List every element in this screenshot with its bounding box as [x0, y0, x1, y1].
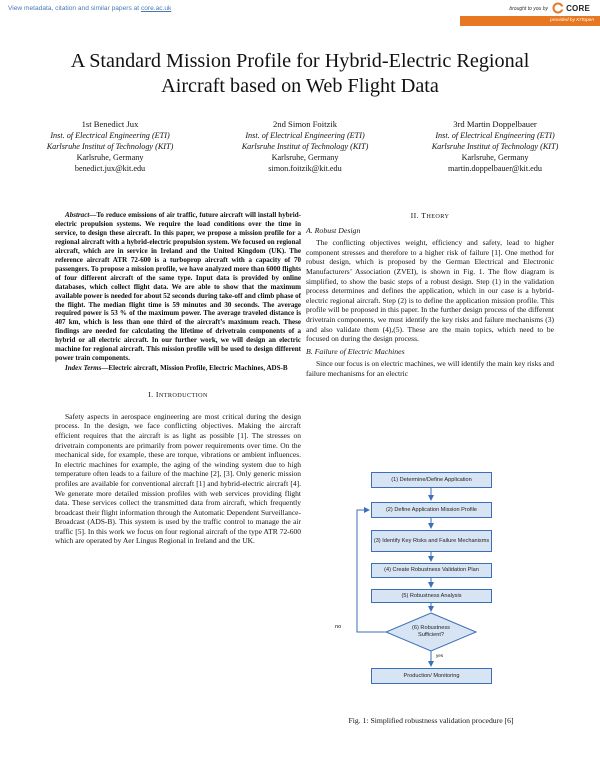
author-1: [30, 119, 190, 174]
provided-by-banner[interactable]: provided by KITopen: [460, 16, 600, 26]
right-column: [306, 211, 554, 379]
index-terms-text: Electric aircraft, Mission Profile, Electric Machines, ADS-B: [108, 364, 288, 373]
author-affiliation: Inst. of Electrical Engineering (ETI): [435, 131, 555, 141]
author-name: Martin Doppelbauer: [466, 119, 537, 129]
author-institute: Karlsruhe Institut of Technology (KIT): [241, 142, 369, 152]
author-3: [415, 119, 575, 174]
author-institute: Karlsruhe Institut of Technology (KIT): [431, 142, 559, 152]
production-box: Production/ Monitoring: [371, 668, 492, 684]
author-email: simon.foitzik@kit.edu: [268, 164, 342, 174]
robustness-flow-diagram: [321, 470, 531, 710]
failure-paragraph: Since our focus is on electric machines, we will identify the main key risks and failure mechanisms for an electric: [306, 359, 554, 378]
abstract-text: To reduce emissions of air traffic, future aircraft will install hybrid-electric propulsion systems. We require the load conditions over the time in service, to design these aircraft. In this paper, we propose a mission profile for a regional aircraft with a hybrid-electric propulsion system. We focused on regional aircraft, which are in service in Ireland and the United Kingdom (UK). The reference aircraft ATR 72-600 is a turboprop aircraft with a capacity of 70 passengers. To propose a mission profile, we have analyzed more than 6000 flights of four different aircraft of the same type. Input data is provided by online databases, which collect flight data. We are able to show that the maximum available power is needed for about 52 seconds during take-off and climb phase of the flight. The median flight time is 59 minutes and 30 seconds. The average required power is 53 % of the maximum power. The average traveled distance is 407 km, which is less than one third of the aircraft’s maximum reach. These findings are needed for calculating the lifetime of drivetrain components of a hybrid or all electric aircraft. In our further work, we will design an electric machine for regional aircraft. This mission profile will be used to design different power train components.: [55, 211, 301, 363]
core-logo-icon: [552, 2, 564, 14]
step-1-box: (1) Determine/Define Application: [371, 472, 492, 488]
core-logo-label: CORE: [566, 3, 590, 13]
author-city: Karlsruhe, Germany: [461, 153, 529, 163]
author-name: Benedict Jux: [93, 119, 139, 129]
step-5-box: (5) Robustness Analysis: [371, 589, 492, 603]
abstract: Abstract—To reduce emissions of air traffic, future aircraft will install hybrid-electric propulsion systems. We require the load conditions over the time in service, to design these aircraft. In this paper, we propose a mission profile for a regional aircraft with a hybrid-electric propulsion system. We focused on regional aircraft, which are in service in Ireland and the United Kingdom (UK). The reference aircraft ATR 72-600 is a turboprop aircraft with a capacity of 70 passengers. To propose a mission profile, we have analyzed more than 6000 flights of four different aircraft of the same type. Input data is provided by online databases, which collect flight data. We are able to show that the maximum available power is needed for about 52 seconds during take-off and climb phase of the flight. The median flight time is 59 minutes and 30 seconds. The average required power is 53 % of the maximum power. The average traveled distance is 407 km, which is less than one third of the aircraft’s maximum reach. These findings are needed for calculating the lifetime of drivetrain components of a hybrid or all electric aircraft. In our further work, we will design an electric machine for regional aircraft. This mission profile will be used to design different power train components.: [55, 211, 301, 363]
section-title-rest: NTRODUCTION: [158, 392, 208, 400]
step-2-box: (2) Define Application Mission Profile: [371, 502, 492, 518]
subsection-robust-design: A. Robust Design: [306, 225, 361, 235]
intro-paragraph: Safety aspects in aerospace engineering are most critical during the design process. In the design, we face conflicting objectives. Making the aircraft efficient requires that the aircraft is as light as possible [1]. The stresses on drivetrain components are primarily from power requirements over time. On the mechanical side, for example, these are torque, vibrations or ambient influences. In electric machines for example, the aging of the winding system due to high temperature often leads to a failure of the machine [2], [3]. Only generic mission profiles are available for conventional aircraft [1] and hybrid-electric aircraft [4]. We generate more detailed mission profiles with web services providing flight data. These services collect the transmitted data from aircraft, which frequently broadcast their flight information through the Automatic Dependent Surveillance-Broadcast (ADS-B). This system is used by the traffic control to manage the air traffic [5]. In this work we focus on four regional aircraft of the type ATR 72-600 which are operated by Aer Lingus Regional in Ireland and the UK.: [55, 411, 301, 546]
no-label: no: [335, 624, 342, 630]
step-3-box: (3) Identify Key Risks and Failure Mechanisms: [371, 530, 492, 552]
metadata-link[interactable]: [8, 5, 171, 12]
left-column: [55, 211, 301, 546]
author-ordinal: 2nd: [273, 119, 286, 129]
section-number: II.: [410, 211, 419, 220]
author-ordinal: 1st: [81, 119, 92, 129]
section-number: I.: [148, 390, 154, 400]
core-logo[interactable]: [552, 2, 590, 14]
author-city: Karlsruhe, Germany: [76, 153, 144, 163]
author-institute: Karlsruhe Institut of Technology (KIT): [46, 142, 174, 152]
section-heading-introduction: [55, 390, 301, 401]
yes-label: yes: [436, 653, 444, 658]
core-banner: [0, 0, 600, 26]
author-email: martin.doppelbauer@kit.edu: [448, 164, 542, 174]
paper-title: A Standard Mission Profile for Hybrid-Electric Regional Aircraft based on Web Flight Data: [70, 50, 530, 97]
robust-design-paragraph: The conflicting objectives weight, efficiency and safety, lead to higher component stresses and therefore to a higher risk of failure [1]. One method for robust design, which is proposed by the German Electrical and Electronic Manufacturers’ Association (ZVEI), is shown in Fig. 1. The flow diagram is simplified, to show the basic steps of a robust design. Step (1) in the validation process determines and defines the application, which in our case is a hybrid-electric regional aircraft. Step (2) is to define the application mission profile. This profile will be proposed in this paper. In the further design process of the different drivetrain components, we must identify the key risks and failure mechanisms (3) and also validate them (4),(5). These are the main topics, which need to be focused on during the design process.: [306, 238, 554, 344]
step-4-box: (4) Create Robustness Validation Plan: [371, 563, 492, 578]
section-heading-theory: [306, 211, 554, 222]
decision-label: (6) Robustness Sufficient?: [412, 625, 450, 638]
section-title-rest: HEORY: [426, 213, 450, 220]
author-affiliation: Inst. of Electrical Engineering (ETI): [245, 131, 365, 141]
author-city: Karlsruhe, Germany: [271, 153, 339, 163]
author-2: [225, 119, 385, 174]
author-email: benedict.jux@kit.edu: [74, 164, 146, 174]
core-url-link[interactable]: core.ac.uk: [140, 5, 172, 12]
index-terms-label: Index Terms: [65, 364, 102, 373]
author-name: Simon Foitzik: [288, 119, 337, 129]
brought-by-text: brought to you by: [509, 6, 548, 12]
figure-caption: Fig. 1: Simplified robustness validation procedure [6]: [348, 716, 514, 725]
section-initial: I: [155, 390, 159, 400]
metadata-link-text[interactable]: View metadata, citation and similar papers at: [8, 5, 140, 12]
abstract-label: Abstract: [65, 211, 90, 219]
author-affiliation: Inst. of Electrical Engineering (ETI): [50, 131, 170, 141]
index-terms: Index Terms—Electric aircraft, Mission Profile, Electric Machines, ADS-B: [65, 364, 288, 373]
section-initial: T: [421, 211, 427, 220]
author-ordinal: 3rd: [453, 119, 465, 129]
subsection-failure: B. Failure of Electric Machines: [306, 346, 405, 356]
